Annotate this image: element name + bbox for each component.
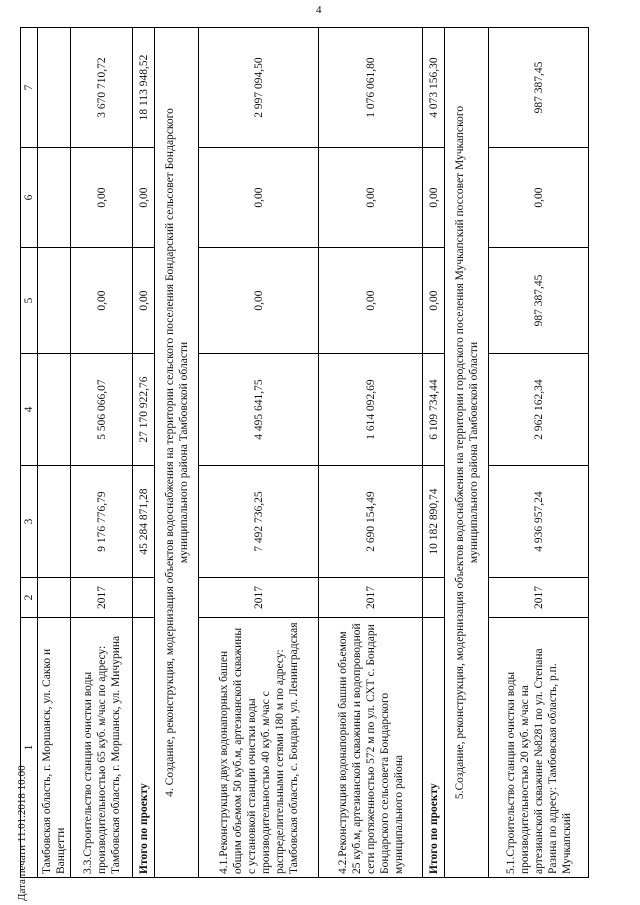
row-description: 3.3.Строительство станции очистки воды производительностью 65 куб. м/час по адресу: Тамбовская область, г. Моршанск, ул. Мичурина bbox=[71, 618, 133, 878]
row-amount: 45 284 871,28 bbox=[133, 466, 155, 578]
row-amount: 4 936 957,24 bbox=[489, 466, 589, 578]
row-year: 2017 bbox=[71, 578, 133, 618]
row-amount: 18 113 948,52 bbox=[133, 28, 155, 148]
table-row bbox=[319, 28, 423, 878]
row-amount bbox=[38, 28, 71, 148]
column-number: 7 bbox=[21, 28, 38, 148]
table-row bbox=[38, 28, 71, 878]
row-amount: 0,00 bbox=[133, 148, 155, 248]
column-number: 4 bbox=[21, 354, 38, 466]
row-description: 4.1.Реконструкция двух водонапорных башен общим объемом 50 куб.м, артезианской скважины с установкой станции очистки воды производительностью 40 куб. м/час с распределительными сетями 180 м по адресу: Тамбовская область, с. Бондари, ул. Ленинградская bbox=[199, 618, 319, 878]
row-amount: 10 182 890,74 bbox=[423, 466, 445, 578]
row-amount: 5 506 066,07 bbox=[71, 354, 133, 466]
total-row bbox=[423, 28, 445, 878]
funding-table bbox=[20, 27, 589, 878]
row-description: Итого по проекту bbox=[423, 618, 445, 878]
row-amount: 2 962 162,34 bbox=[489, 354, 589, 466]
row-amount: 2 690 154,49 bbox=[319, 466, 423, 578]
row-amount: 0,00 bbox=[71, 148, 133, 248]
column-number-header bbox=[21, 28, 38, 878]
column-number: 3 bbox=[21, 466, 38, 578]
row-amount: 0,00 bbox=[133, 248, 155, 354]
section-heading-row bbox=[445, 28, 489, 878]
row-year bbox=[423, 578, 445, 618]
row-amount bbox=[38, 466, 71, 578]
row-amount: 0,00 bbox=[423, 148, 445, 248]
table-row bbox=[489, 28, 589, 878]
row-description: Тамбовская область, г. Моршанск, ул. Сакко и Ванцетти bbox=[38, 618, 71, 878]
row-amount: 6 109 734,44 bbox=[423, 354, 445, 466]
row-amount: 9 176 776,79 bbox=[71, 466, 133, 578]
row-year: 2017 bbox=[199, 578, 319, 618]
row-year bbox=[133, 578, 155, 618]
total-row bbox=[133, 28, 155, 878]
page-number: 4 bbox=[316, 4, 322, 16]
row-amount: 2 997 094,50 bbox=[199, 28, 319, 148]
column-number: 1 bbox=[21, 618, 38, 878]
row-amount: 0,00 bbox=[489, 148, 589, 248]
row-description: 5.1.Строительство станции очистки воды производительностью 20 куб. м/час на артезианской скважине №8281 по ул. Степана Разина по адресу: Тамбовская область, р.п. Мучкапский bbox=[489, 618, 589, 878]
table-row bbox=[71, 28, 133, 878]
row-amount: 3 670 710,72 bbox=[71, 28, 133, 148]
row-amount bbox=[38, 248, 71, 354]
row-amount: 987 387,45 bbox=[489, 28, 589, 148]
print-date-footer bbox=[16, 765, 76, 905]
row-amount: 0,00 bbox=[199, 148, 319, 248]
row-amount: 1 614 092,69 bbox=[319, 354, 423, 466]
row-amount: 27 170 922,76 bbox=[133, 354, 155, 466]
column-number: 2 bbox=[21, 578, 38, 618]
column-number: 6 bbox=[21, 148, 38, 248]
row-amount: 0,00 bbox=[423, 248, 445, 354]
row-year bbox=[38, 578, 71, 618]
row-amount: 7 492 736,25 bbox=[199, 466, 319, 578]
row-amount: 1 076 061,80 bbox=[319, 28, 423, 148]
row-amount bbox=[38, 354, 71, 466]
column-number: 5 bbox=[21, 248, 38, 354]
row-amount: 4 073 156,30 bbox=[423, 28, 445, 148]
section-heading-row bbox=[155, 28, 199, 878]
row-amount: 0,00 bbox=[319, 148, 423, 248]
section-heading: 5.Создание, реконструкция, модернизация объектов водоснабжения на территории городского поселения Мучкапский поссовет Мучкапского муниципального района Тамбовской области bbox=[445, 28, 489, 878]
row-amount: 987 387,45 bbox=[489, 248, 589, 354]
section-heading: 4. Создание, реконструкция, модернизация объектов водоснабжения на территории сельского поселения Бондарский сельсовет Бондарского муниципального района Тамбовской области bbox=[155, 28, 199, 878]
row-year: 2017 bbox=[489, 578, 589, 618]
row-year: 2017 bbox=[319, 578, 423, 618]
print-date: Дата печати 11.01.2018 10:00 bbox=[16, 765, 28, 901]
row-amount: 4 495 641,75 bbox=[199, 354, 319, 466]
row-amount bbox=[38, 148, 71, 248]
row-description: Итого по проекту bbox=[133, 618, 155, 878]
row-amount: 0,00 bbox=[71, 248, 133, 354]
table-row bbox=[199, 28, 319, 878]
row-amount: 0,00 bbox=[319, 248, 423, 354]
row-amount: 0,00 bbox=[199, 248, 319, 354]
row-description: 4.2.Реконструкция водонапорной башни объемом 25 куб.м, артезианской скважины и водопроводной сети протяженностью 572 м по ул. СХТ с. Бондари Бондарского сельсовета Бондарского муниципального района bbox=[319, 618, 423, 878]
rotated-table-container bbox=[20, 28, 620, 878]
